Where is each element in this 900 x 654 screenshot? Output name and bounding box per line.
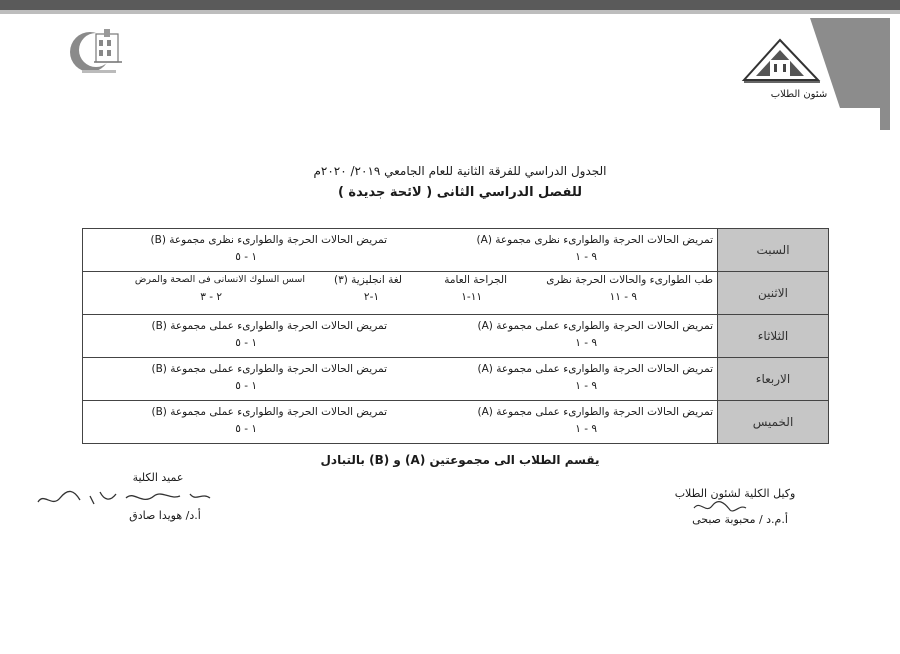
- day-label: الاربعاء: [718, 358, 829, 401]
- course-name: تمريض الحالات الحرجة والطوارىء عملى مجموعة (A): [477, 406, 713, 418]
- table-row: [83, 401, 829, 444]
- table-row: [83, 229, 829, 272]
- course-time: ١ - ٥: [235, 251, 257, 263]
- nursing-faculty-logo: [66, 26, 130, 82]
- course-time: ٩ - ١: [575, 380, 597, 392]
- course-time: ١ - ٥: [235, 423, 257, 435]
- course-name: تمريض الحالات الحرجة والطوارىء عملى مجموعة (A): [477, 363, 713, 375]
- semester-subtitle: للفصل الدراسي الثانى ( لائحة جديدة ): [337, 185, 583, 200]
- course-cell: [83, 272, 718, 315]
- course-name: تمريض الحالات الحرجة والطوارىء عملى مجموعة (A): [477, 320, 713, 332]
- group-rotation-note: يقسم الطلاب الى مجموعتين (A) و (B) بالتبادل: [320, 453, 600, 467]
- course-name: تمريض الحالات الحرجة والطوارىء عملى مجموعة (B): [151, 406, 387, 418]
- course-cell: [83, 358, 718, 401]
- course-name: طب الطوارىء والحالات الحرجة نظرى: [546, 274, 713, 286]
- course-time: ٩ - ١١: [609, 291, 637, 303]
- dean-name: أ.د/ هويدا صادق: [129, 509, 201, 522]
- course-cell: [83, 401, 718, 444]
- scan-top-shadow: [0, 10, 900, 14]
- day-label: الاثنين: [718, 272, 829, 315]
- table-row: [83, 315, 829, 358]
- day-label: السبت: [718, 229, 829, 272]
- scan-top-edge: [0, 0, 900, 10]
- course-time: ٢ - ٣: [200, 291, 222, 303]
- course-cell: [83, 315, 718, 358]
- day-label: الثلاثاء: [718, 315, 829, 358]
- schedule-table: [82, 228, 829, 444]
- course-time: ٩ - ١: [575, 337, 597, 349]
- course-name: تمريض الحالات الحرجة والطوارىء عملى مجموعة (B): [151, 320, 387, 332]
- course-name: تمريض الحالات الحرجة والطوارىء نظرى مجموعة (B): [150, 234, 387, 246]
- course-time: ٩ - ١: [575, 423, 597, 435]
- course-time: ١١-١: [461, 291, 482, 303]
- dean-title: عميد الكلية: [132, 471, 184, 484]
- vice-dean-name: أ.م.د / محبوبة صبحى: [692, 513, 788, 526]
- course-name: لغة انجليزية (٣): [333, 274, 402, 286]
- schedule-title: الجدول الدراسي للفرقة الثانية للعام الجامعي ٢٠١٩/ ٢٠٢٠م: [313, 164, 607, 178]
- course-name: تمريض الحالات الحرجة والطوارىء عملى مجموعة (B): [151, 363, 387, 375]
- day-label: الخميس: [718, 401, 829, 444]
- table-row: [83, 272, 829, 315]
- department-label: شئون الطلاب: [770, 89, 828, 100]
- university-logo: [740, 18, 890, 130]
- course-time: ١ - ٥: [235, 337, 257, 349]
- vice-dean-title: وكيل الكلية لشئون الطلاب: [674, 487, 796, 500]
- course-name: تمريض الحالات الحرجة والطوارىء نظرى مجموعة (A): [476, 234, 713, 246]
- course-cell: [83, 229, 718, 272]
- table-row: [83, 358, 829, 401]
- course-time: ٩ - ١: [575, 251, 597, 263]
- course-name: الجراحة العامة: [444, 274, 507, 286]
- course-time: ١ - ٥: [235, 380, 257, 392]
- course-time: ١-٢: [363, 291, 379, 303]
- course-name: اسس السلوك الانسانى فى الصحة والمرض: [134, 274, 305, 285]
